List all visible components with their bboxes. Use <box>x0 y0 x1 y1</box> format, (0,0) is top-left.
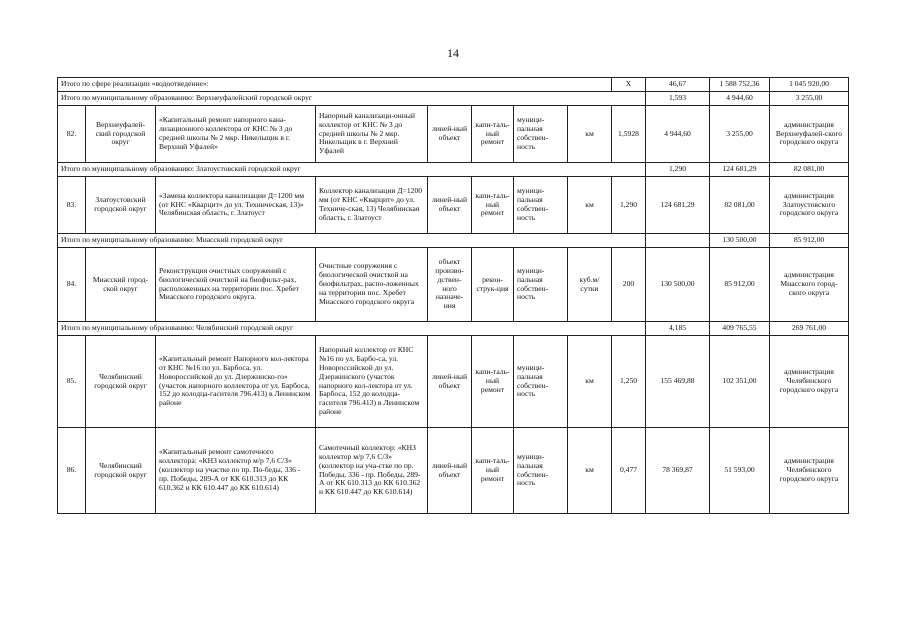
row-number: 82. <box>58 106 86 163</box>
municipality-total-label: Итого по муниципальному образованию: Верхнеуфалейский городской округ <box>58 92 646 106</box>
row-work-type: капи-таль-ный ремонт <box>472 106 514 163</box>
row-object: Очистные сооружения с биологической очисткой на биофильтрах, распо-ложенных на территории пос. Хребет Миасского городского округа <box>316 248 428 322</box>
row-unit: км <box>568 177 612 234</box>
row-ownership: муници-пальная собствен-ность <box>514 428 568 514</box>
row-executor: администрация Челябинского городского округа <box>770 428 849 514</box>
municipality-total-cost: 124 681,29 <box>710 163 770 177</box>
row-executor: администрация Златоустовского городского округа <box>770 177 849 234</box>
municipality-total-capacity: 1,593 <box>646 92 710 106</box>
row-subsidy: 102 351,00 <box>710 336 770 428</box>
row-event: «Капитальный ремонт самотечного коллектора: «КНЗ коллектор м/р 7,6 С/З» (коллектор на участке по пр. По-беды, 336 - пр. Победы, 289-А от КК 610.313 до КК 610.362 и КК 610.447 до КК 610.614) <box>156 428 316 514</box>
row-subsidy: 85 912,00 <box>710 248 770 322</box>
row-number: 83. <box>58 177 86 234</box>
municipality-total-label: Итого по муниципальному образованию: Златоустовский городской округ <box>58 163 646 177</box>
row-unit: км <box>568 428 612 514</box>
row-capacity: 0,477 <box>612 428 646 514</box>
municipality-total-label: Итого по муниципальному образованию: Миасский городской округ <box>58 234 646 248</box>
row-unit: куб.м/ сутки <box>568 248 612 322</box>
municipality-total-row <box>58 163 849 177</box>
row-subsidy: 3 255,00 <box>710 106 770 163</box>
municipality-total-subsidy: 82 081,00 <box>770 163 849 177</box>
row-municipality: Челябинский городской округ <box>86 336 156 428</box>
table-row <box>58 336 849 428</box>
row-object-type: объект произво-дствен-ного назначе-ния <box>428 248 472 322</box>
row-object-type: линей-ный объект <box>428 428 472 514</box>
row-cost: 130 500,00 <box>646 248 710 322</box>
row-object: Напорный канализаци-онный коллектор от КНС № 3 до средней школы № 2 мкр. Никельщик в г. Верхний Уфалей <box>316 106 428 163</box>
row-object-type: линей-ный объект <box>428 106 472 163</box>
row-capacity: 1,5928 <box>612 106 646 163</box>
row-capacity: 1,250 <box>612 336 646 428</box>
row-number: 85. <box>58 336 86 428</box>
sphere-total-cost: 1 588 752,36 <box>710 78 770 92</box>
sphere-total-unit: X <box>612 78 646 92</box>
row-municipality: Миасский город-ской округ <box>86 248 156 322</box>
municipality-total-capacity <box>646 234 710 248</box>
row-ownership: муници-пальная собствен-ность <box>514 106 568 163</box>
row-work-type: капи-таль-ный ремонт <box>472 336 514 428</box>
row-object: Напорный коллектор от КНС №16 по ул. Барбо-са, ул. Новороссийской до ул. Дзержинского (участок напорного кол-лектора от ул. Барбоса, 152 до колодца-гасителя 796.413) в Ленинском районе <box>316 336 428 428</box>
row-municipality: Верхнеуфалей-ский городской округ <box>86 106 156 163</box>
row-work-type: капи-таль-ный ремонт <box>472 177 514 234</box>
municipality-total-capacity: 1,290 <box>646 163 710 177</box>
municipality-total-cost: 130 500,00 <box>710 234 770 248</box>
row-object: Коллектор канализации Д=1200 мм (от КНС «Кварцит» до ул. Техниче-ская, 13) Челябинская область, г. Златоуст <box>316 177 428 234</box>
sphere-total-label: Итого по сфере реализации «водоотведение»: <box>58 78 612 92</box>
row-object-type: линей-ный объект <box>428 177 472 234</box>
sphere-total-subsidy: 1 045 920,00 <box>770 78 849 92</box>
table-row <box>58 106 849 163</box>
row-executor: администрация Миасского город-ского округа <box>770 248 849 322</box>
table-row <box>58 177 849 234</box>
row-object-type: линей-ный объект <box>428 336 472 428</box>
row-municipality: Златоустовский городской округ <box>86 177 156 234</box>
municipality-total-label: Итого по муниципальному образованию: Челябинский городской округ <box>58 322 646 336</box>
sections-body <box>58 92 849 514</box>
row-subsidy: 82 081,00 <box>710 177 770 234</box>
row-ownership: муници-пальная собствен-ность <box>514 177 568 234</box>
row-unit: км <box>568 336 612 428</box>
municipality-total-capacity: 4,185 <box>646 322 710 336</box>
row-executor: администрация Челябинского городского округа <box>770 336 849 428</box>
municipality-total-row <box>58 92 849 106</box>
row-work-type: капи-таль-ный ремонт <box>472 428 514 514</box>
page-number: 14 <box>447 46 459 60</box>
program-table <box>57 77 849 514</box>
row-cost: 78 369,87 <box>646 428 710 514</box>
row-object: Самотечный коллектор: «КНЗ коллектор м/р 7,6 С/З» (коллектор на уча-стке по пр. Победы, 336 - пр. Победы, 289-А от КК 610.313 до КК 610.362 и КК 610.447 до КК 610.614) <box>316 428 428 514</box>
municipality-total-subsidy: 3 255,00 <box>770 92 849 106</box>
row-number: 86. <box>58 428 86 514</box>
row-number: 84. <box>58 248 86 322</box>
municipality-total-subsidy: 85 912,00 <box>770 234 849 248</box>
row-ownership: муници-пальная собствен-ность <box>514 248 568 322</box>
row-subsidy: 51 593,00 <box>710 428 770 514</box>
row-ownership: муници-пальная собствен-ность <box>514 336 568 428</box>
municipality-total-cost: 409 765,55 <box>710 322 770 336</box>
row-event: «Замена коллектора канализации Д=1200 мм (от КНС «Кварцит» до ул. Техническая, 13)» Челябинская область, г. Златоуст <box>156 177 316 234</box>
sphere-total-capacity: 46,67 <box>646 78 710 92</box>
sphere-total-row <box>58 78 849 92</box>
row-unit: км <box>568 106 612 163</box>
row-event: Реконструкция очистных сооружений с биологической очисткой на биофильт-рах, расположенных на территории пос. Хребет Миасского городского округа. <box>156 248 316 322</box>
table-row <box>58 248 849 322</box>
municipality-total-row <box>58 322 849 336</box>
row-work-type: рекон-струк-ция <box>472 248 514 322</box>
row-cost: 4 944,60 <box>646 106 710 163</box>
table-row <box>58 428 849 514</box>
municipality-total-cost: 4 944,60 <box>710 92 770 106</box>
row-capacity: 1,290 <box>612 177 646 234</box>
row-capacity: 200 <box>612 248 646 322</box>
row-municipality: Челябинский городской округ <box>86 428 156 514</box>
municipality-total-row <box>58 234 849 248</box>
row-cost: 155 469,88 <box>646 336 710 428</box>
row-executor: администрация Верхнеуфалей-ского городского округа <box>770 106 849 163</box>
municipality-total-subsidy: 269 761,00 <box>770 322 849 336</box>
row-event: «Капитальный ремонт Напорного кол-лектора от КНС №16 по ул. Барбоса, ул. Новороссийской до ул. Дзержинско-го» (участок напорного коллектора от ул. Барбоса, 152 до колодца-гасителя 796.413) в Ленинском районе <box>156 336 316 428</box>
row-event: «Капитальный ремонт напорного кана-лизационного коллектора от КНС № 3 до средней школы № 2 мкр. Никельщик в г. Верхний Уфалей» <box>156 106 316 163</box>
row-cost: 124 681,29 <box>646 177 710 234</box>
